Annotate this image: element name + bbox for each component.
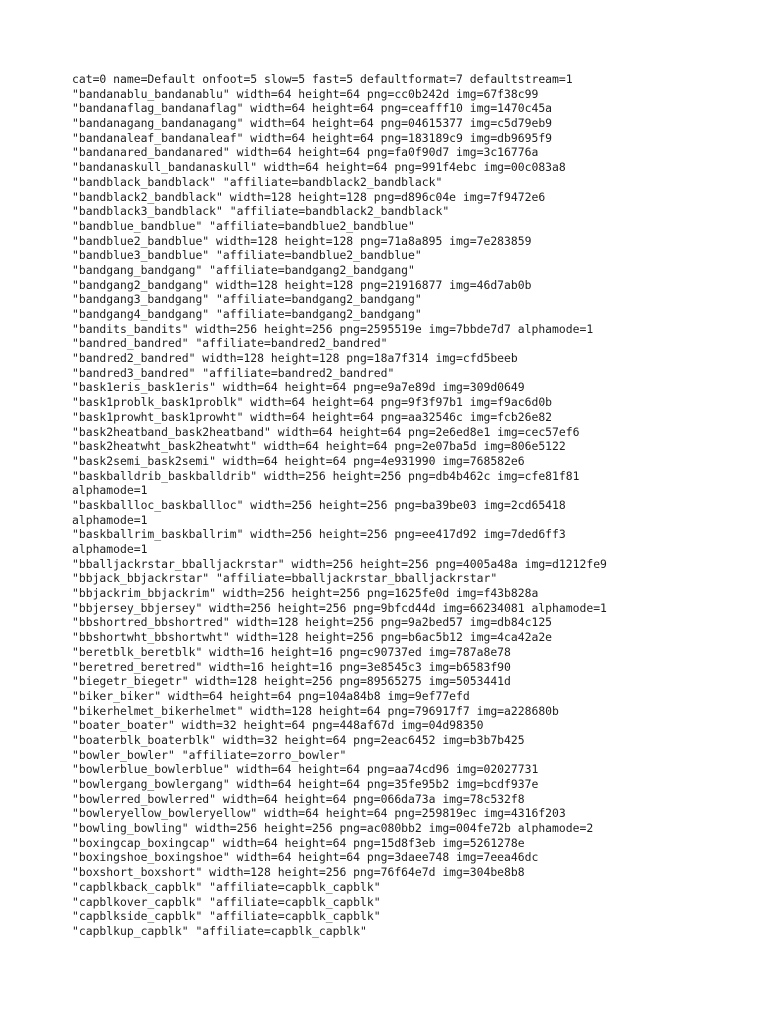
text-line: "bandanablu_bandanablu" width=64 height=64 png=cc0b242d img=67f38c99: [72, 86, 539, 101]
text-line: "baskballdrib_baskballdrib" width=256 height=256 png=db4b462c img=cfe81f81: [72, 468, 580, 483]
text-line: "bask2heatband_bask2heatband" width=64 height=64 png=2e6ed8e1 img=cec57ef6: [72, 424, 580, 439]
text-line: "boxshort_boxshort" width=128 height=256 png=76f64e7d img=304be8b8: [72, 865, 525, 880]
text-line: "bowlerblue_bowlerblue" width=64 height=64 png=aa74cd96 img=02027731: [72, 762, 539, 777]
text-line: "bask1eris_bask1eris" width=64 height=64 png=e9a7e89d img=309d0649: [72, 380, 525, 395]
text-line: "bowlerred_bowlerred" width=64 height=64 png=066da73a img=78c532f8: [72, 791, 525, 806]
text-line: "bandanagang_bandanagang" width=64 height=64 png=04615377 img=c5d79eb9: [72, 116, 553, 131]
text-line: "boater_boater" width=32 height=64 png=448af67d img=04d98350: [72, 718, 484, 733]
text-line: "baskballrim_baskballrim" width=256 height=256 png=ee417d92 img=7ded6ff3: [72, 527, 566, 542]
text-line: "bandblack3_bandblack" "affiliate=bandblack2_bandblack": [72, 204, 450, 219]
text-line: "bandanaskull_bandanaskull" width=64 height=64 png=991f4ebc img=00c083a8: [72, 160, 566, 175]
text-line: "capblkback_capblk" "affiliate=capblk_capblk": [72, 879, 381, 894]
text-line: "beretblk_beretblk" width=16 height=16 png=c90737ed img=787a8e78: [72, 644, 511, 659]
document-page: [72, 72, 712, 939]
text-line: "bandblue_bandblue" "affiliate=bandblue2_bandblue": [72, 218, 415, 233]
text-line: "bandred2_bandred" width=128 height=128 png=18a7f314 img=cfd5beeb: [72, 351, 518, 366]
text-line: "bandred_bandred" "affiliate=bandred2_bandred": [72, 336, 388, 351]
text-line: alphamode=1: [72, 512, 148, 527]
text-line: "bask2heatwht_bask2heatwht" width=64 height=64 png=2e07ba5d img=806e5122: [72, 439, 566, 454]
text-line: "bowlergang_bowlergang" width=64 height=64 png=35fe95b2 img=bcdf937e: [72, 777, 539, 791]
text-line: "biker_biker" width=64 height=64 png=104a84b8 img=9ef77efd: [72, 688, 470, 703]
text-line: "capblkside_capblk" "affiliate=capblk_capblk": [72, 909, 381, 924]
text-line: "bbjack_bbjackrstar" "affiliate=bballjackrstar_bballjackrstar": [72, 571, 498, 586]
text-line: "bandgang_bandgang" "affiliate=bandgang2_bandgang": [72, 262, 415, 277]
text-line: "bandgang2_bandgang" width=128 height=128 png=21916877 img=46d7ab0b: [72, 277, 532, 292]
text-line: "bandanaflag_bandanaflag" width=64 height=64 png=ceafff10 img=1470c45a: [72, 101, 553, 116]
text-line: "boxingshoe_boxingshoe" width=64 height=64 png=3daee748 img=7eea46dc: [72, 850, 539, 865]
text-line: "bandred3_bandred" "affiliate=bandred2_bandred": [72, 365, 395, 380]
text-line: "bbshortred_bbshortred" width=128 height=256 png=9a2bed57 img=db84c125: [72, 615, 553, 630]
text-line: "bikerhelmet_bikerhelmet" width=128 height=64 png=796917f7 img=a228680b: [72, 703, 559, 718]
text-line: "bowler_bowler" "affiliate=zorro_bowler": [72, 747, 347, 762]
text-line: alphamode=1: [72, 483, 148, 498]
text-line: "bask1problk_bask1problk" width=64 height=64 png=9f3f97b1 img=f9ac6d0b: [72, 395, 553, 410]
text-line: cat=0 name=Default onfoot=5 slow=5 fast=5 defaultformat=7 defaultstream=1: [72, 72, 573, 86]
text-line: "bandgang4_bandgang" "affiliate=bandgang2_bandgang": [72, 307, 422, 321]
text-line: "capblkup_capblk" "affiliate=capblk_capblk": [72, 923, 367, 938]
text-line: "baskballloc_baskballloc" width=256 height=256 png=ba39be03 img=2cd65418: [72, 497, 566, 512]
text-line: "bbshortwht_bbshortwht" width=128 height=256 png=b6ac5b12 img=4ca42a2e: [72, 630, 553, 645]
text-line: "bandblack2_bandblack" width=128 height=128 png=d896c04e img=7f9472e6: [72, 189, 546, 204]
text-line: "biegetr_biegetr" width=128 height=256 png=89565275 img=5053441d: [72, 674, 511, 689]
text-line: "bowling_bowling" width=256 height=256 png=ac080bb2 img=004fe72b alphamode=2: [72, 821, 594, 836]
text-line: "boaterblk_boaterblk" width=32 height=64 png=2eac6452 img=b3b7b425: [72, 732, 525, 747]
text-line: "bandblue2_bandblue" width=128 height=128 png=71a8a895 img=7e283859: [72, 233, 532, 248]
text-line: "bbjackrim_bbjackrim" width=256 height=256 png=1625fe0d img=f43b828a: [72, 586, 539, 601]
text-line: "bandanaleaf_bandanaleaf" width=64 height=64 png=183189c9 img=db9695f9: [72, 130, 553, 145]
text-line: "bowleryellow_bowleryellow" width=64 height=64 png=259819ec img=4316f203: [72, 806, 566, 821]
text-line: "bandblack_bandblack" "affiliate=bandblack2_bandblack": [72, 174, 443, 189]
text-line: "bandanared_bandanared" width=64 height=64 png=fa0f90d7 img=3c16776a: [72, 145, 539, 160]
text-line: "bballjackrstar_bballjackrstar" width=256 height=256 png=4005a48a img=d1212fe9: [72, 556, 607, 571]
text-line: "bask2semi_bask2semi" width=64 height=64 png=4e931990 img=768582e6: [72, 453, 525, 468]
text-line: "bbjersey_bbjersey" width=256 height=256 png=9bfcd44d img=66234081 alphamode=1: [72, 600, 607, 615]
text-line: "bask1prowht_bask1prowht" width=64 height=64 png=aa32546c img=fcb26e82: [72, 409, 553, 424]
text-line: "bandgang3_bandgang" "affiliate=bandgang2_bandgang": [72, 292, 422, 307]
text-line: "bandits_bandits" width=256 height=256 png=2595519e img=7bbde7d7 alphamode=1: [72, 321, 594, 336]
text-line: "boxingcap_boxingcap" width=64 height=64 png=15d8f3eb img=5261278e: [72, 835, 525, 850]
text-line: "beretred_beretred" width=16 height=16 png=3e8545c3 img=b6583f90: [72, 659, 511, 674]
text-line: "capblkover_capblk" "affiliate=capblk_capblk": [72, 894, 381, 909]
text-line: alphamode=1: [72, 542, 148, 556]
text-line: "bandblue3_bandblue" "affiliate=bandblue2_bandblue": [72, 248, 422, 263]
